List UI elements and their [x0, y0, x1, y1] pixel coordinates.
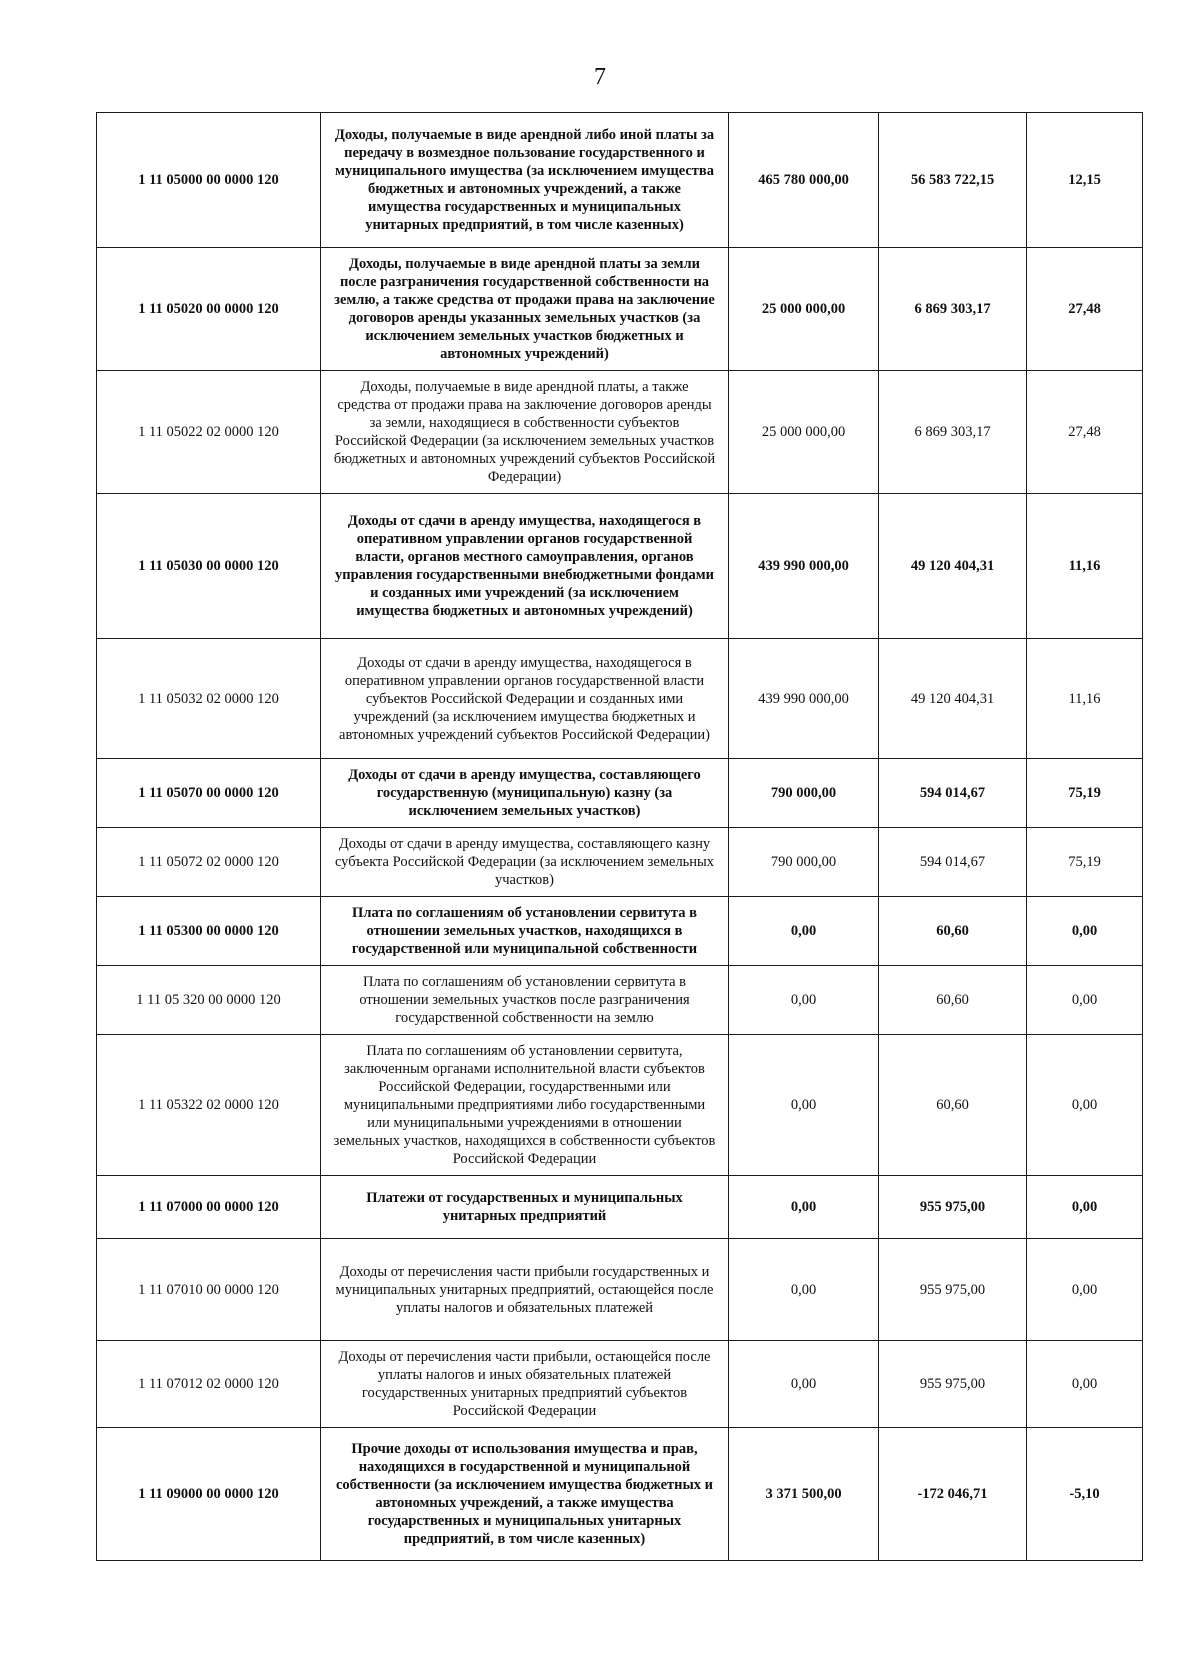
plan-amount-cell: 3 371 500,00 [729, 1428, 879, 1561]
budget-code-cell: 1 11 05020 00 0000 120 [97, 248, 321, 371]
percent-cell: 12,15 [1027, 113, 1143, 248]
fact-amount-cell: 955 975,00 [879, 1176, 1027, 1239]
revenue-name-cell: Доходы от сдачи в аренду имущества, составляющего казну субъекта Российской Федерации (за исключением земельных участков) [321, 828, 729, 897]
plan-amount-cell: 439 990 000,00 [729, 494, 879, 639]
budget-code-cell: 1 11 07010 00 0000 120 [97, 1239, 321, 1341]
plan-amount-cell: 0,00 [729, 1239, 879, 1341]
fact-amount-cell: 60,60 [879, 966, 1027, 1035]
fact-amount-cell: 594 014,67 [879, 828, 1027, 897]
budget-code-cell: 1 11 05032 02 0000 120 [97, 639, 321, 759]
plan-amount-cell: 25 000 000,00 [729, 248, 879, 371]
fact-amount-cell: 49 120 404,31 [879, 639, 1027, 759]
fact-amount-cell: 49 120 404,31 [879, 494, 1027, 639]
percent-cell: 75,19 [1027, 759, 1143, 828]
fact-amount-cell: 56 583 722,15 [879, 113, 1027, 248]
fact-amount-cell: 955 975,00 [879, 1341, 1027, 1428]
revenue-name-cell: Доходы, получаемые в виде арендной либо иной платы за передачу в возмездное пользование государственного и муниципального имущества (за исключением имущества бюджетных и автономных учреждений, а также имущества государственных и муниципальных унитарных предприятий, в том числе казенных) [321, 113, 729, 248]
revenue-name-cell: Плата по соглашениям об установлении сервитута в отношении земельных участков после разграничения государственной собственности на землю [321, 966, 729, 1035]
percent-cell: 75,19 [1027, 828, 1143, 897]
revenue-name-cell: Доходы от перечисления части прибыли, остающейся после уплаты налогов и иных обязательных платежей государственных унитарных предприятий субъектов Российской Федерации [321, 1341, 729, 1428]
revenue-name-cell: Прочие доходы от использования имущества и прав, находящихся в государственной и муниципальной собственности (за исключением имущества бюджетных и автономных учреждений, а также имущества государственных и муниципальных унитарных предприятий, в том числе казенных) [321, 1428, 729, 1561]
table-row [97, 828, 1143, 897]
table-row [97, 966, 1143, 1035]
budget-code-cell: 1 11 05000 00 0000 120 [97, 113, 321, 248]
table-row [97, 1428, 1143, 1561]
percent-cell: 0,00 [1027, 897, 1143, 966]
revenue-name-cell: Доходы от сдачи в аренду имущества, находящегося в оперативном управлении органов государственной власти, органов местного самоуправления, органов управления государственными внебюджетными фондами и созданных ими учреждений (за исключением имущества бюджетных и автономных учреждений) [321, 494, 729, 639]
budget-code-cell: 1 11 05030 00 0000 120 [97, 494, 321, 639]
percent-cell: 0,00 [1027, 1341, 1143, 1428]
budget-code-cell: 1 11 05022 02 0000 120 [97, 371, 321, 494]
revenue-name-cell: Доходы, получаемые в виде арендной платы, а также средства от продажи права на заключение договоров аренды за земли, находящиеся в собственности субъектов Российской Федерации (за исключением земельных участков бюджетных и автономных учреждений субъектов Российской Федерации) [321, 371, 729, 494]
revenue-name-cell: Плата по соглашениям об установлении сервитута в отношении земельных участков, находящихся в государственной или муниципальной собственности [321, 897, 729, 966]
plan-amount-cell: 790 000,00 [729, 759, 879, 828]
plan-amount-cell: 465 780 000,00 [729, 113, 879, 248]
percent-cell: 11,16 [1027, 494, 1143, 639]
budget-code-cell: 1 11 07012 02 0000 120 [97, 1341, 321, 1428]
plan-amount-cell: 0,00 [729, 1035, 879, 1176]
budget-code-cell: 1 11 05070 00 0000 120 [97, 759, 321, 828]
fact-amount-cell: 6 869 303,17 [879, 248, 1027, 371]
page-number: 7 [594, 64, 606, 90]
table-row [97, 371, 1143, 494]
budget-code-cell: 1 11 05072 02 0000 120 [97, 828, 321, 897]
budget-code-cell: 1 11 09000 00 0000 120 [97, 1428, 321, 1561]
table-row [97, 248, 1143, 371]
fact-amount-cell: 6 869 303,17 [879, 371, 1027, 494]
plan-amount-cell: 0,00 [729, 897, 879, 966]
plan-amount-cell: 0,00 [729, 966, 879, 1035]
percent-cell: -5,10 [1027, 1428, 1143, 1561]
table-row [97, 113, 1143, 248]
table-row [97, 494, 1143, 639]
revenue-name-cell: Доходы от сдачи в аренду имущества, находящегося в оперативном управлении органов государственной власти субъектов Российской Федерации и созданных ими учреждений (за исключением имущества бюджетных и автономных учреждений субъектов Российской Федерации) [321, 639, 729, 759]
plan-amount-cell: 790 000,00 [729, 828, 879, 897]
fact-amount-cell: 594 014,67 [879, 759, 1027, 828]
fact-amount-cell: -172 046,71 [879, 1428, 1027, 1561]
table-row [97, 759, 1143, 828]
plan-amount-cell: 0,00 [729, 1176, 879, 1239]
fact-amount-cell: 60,60 [879, 1035, 1027, 1176]
percent-cell: 0,00 [1027, 1239, 1143, 1341]
percent-cell: 27,48 [1027, 248, 1143, 371]
revenue-name-cell: Доходы от сдачи в аренду имущества, составляющего государственную (муниципальную) казну (за исключением земельных участков) [321, 759, 729, 828]
plan-amount-cell: 439 990 000,00 [729, 639, 879, 759]
budget-code-cell: 1 11 07000 00 0000 120 [97, 1176, 321, 1239]
plan-amount-cell: 0,00 [729, 1341, 879, 1428]
revenue-name-cell: Доходы, получаемые в виде арендной платы за земли после разграничения государственной собственности на землю, а также средства от продажи права на заключение договоров аренды указанных земельных участков (за исключением земельных участков бюджетных и автономных учреждений) [321, 248, 729, 371]
percent-cell: 0,00 [1027, 1176, 1143, 1239]
percent-cell: 11,16 [1027, 639, 1143, 759]
table-row [97, 1341, 1143, 1428]
percent-cell: 0,00 [1027, 966, 1143, 1035]
budget-code-cell: 1 11 05 320 00 0000 120 [97, 966, 321, 1035]
plan-amount-cell: 25 000 000,00 [729, 371, 879, 494]
fact-amount-cell: 955 975,00 [879, 1239, 1027, 1341]
table-row [97, 1035, 1143, 1176]
budget-code-cell: 1 11 05300 00 0000 120 [97, 897, 321, 966]
budget-code-cell: 1 11 05322 02 0000 120 [97, 1035, 321, 1176]
table-row [97, 639, 1143, 759]
table-row [97, 1176, 1143, 1239]
revenue-name-cell: Доходы от перечисления части прибыли государственных и муниципальных унитарных предприятий, остающейся после уплаты налогов и обязательных платежей [321, 1239, 729, 1341]
percent-cell: 27,48 [1027, 371, 1143, 494]
revenue-name-cell: Платежи от государственных и муниципальных унитарных предприятий [321, 1176, 729, 1239]
table-row [97, 897, 1143, 966]
revenue-name-cell: Плата по соглашениям об установлении сервитута, заключенным органами исполнительной власти субъектов Российской Федерации, государственными или муниципальными предприятиями либо государственными или муниципальными учреждениями в отношении земельных участков, находящихся в собственности субъектов Российской Федерации [321, 1035, 729, 1176]
table-row [97, 1239, 1143, 1341]
fact-amount-cell: 60,60 [879, 897, 1027, 966]
revenue-table [96, 112, 1143, 1561]
percent-cell: 0,00 [1027, 1035, 1143, 1176]
